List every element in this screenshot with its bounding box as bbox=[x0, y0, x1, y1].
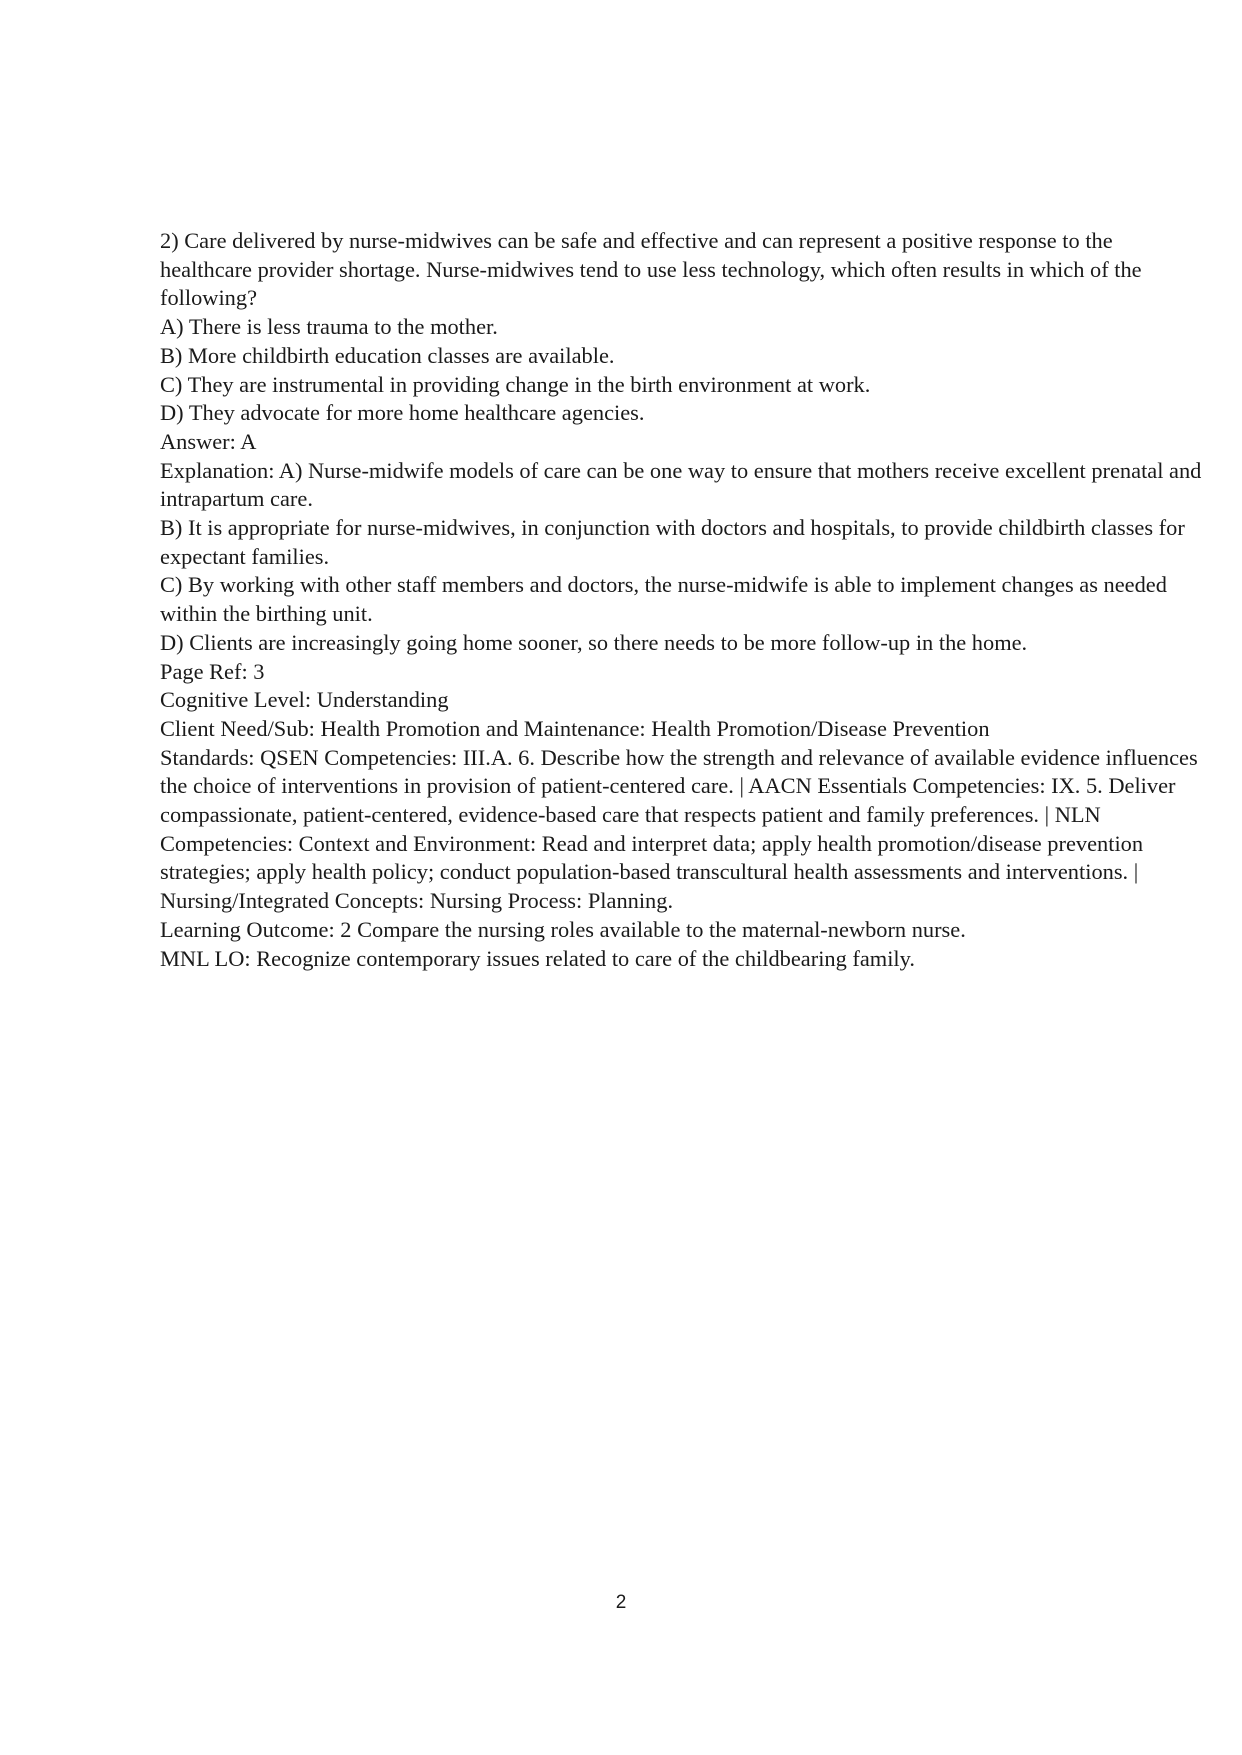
option-d: D) They advocate for more home healthcare agencies. bbox=[160, 400, 645, 426]
answer-line: Answer: A bbox=[160, 428, 257, 454]
option-b: B) More childbirth education classes are available. bbox=[160, 342, 615, 368]
option-a: A) There is less trauma to the mother. bbox=[160, 314, 498, 340]
question-stem: 2) Care delivered by nurse-midwives can be safe and effective and can represent a positive response to the healthcare provider shortage. Nurse-midwives tend to use less technology, which often results in which of the following? bbox=[160, 228, 1142, 311]
explanation-c: C) By working with other staff members and doctors, the nurse-midwife is able to implement changes as needed within the birthing unit. bbox=[160, 572, 1167, 627]
cognitive-level: Cognitive Level: Understanding bbox=[160, 687, 449, 713]
mnl-lo: MNL LO: Recognize contemporary issues related to care of the childbearing family. bbox=[160, 945, 915, 971]
learning-outcome: Learning Outcome: 2 Compare the nursing roles available to the maternal-newborn nurse. bbox=[160, 916, 966, 942]
page-number: 2 bbox=[615, 1592, 627, 1613]
explanation-d: D) Clients are increasingly going home sooner, so there needs to be more follow-up in the home. bbox=[160, 629, 1028, 655]
standards: Standards: QSEN Competencies: III.A. 6. Describe how the strength and relevance of available evidence influences the choice of interventions in provision of patient-centered care. | AACN Essentials Competencies: IX. 5. Deliver compassionate, patient-centered, evidence-based care that respects patient and family preferences. | NLN Competencies: Context and Environment: Read and interpret data; apply health promotion/disease prevention strategies; apply health policy; conduct population-based transcultural health assessments and interventions. | Nursing/Integrated Concepts: Nursing Process: Planning. bbox=[160, 744, 1198, 914]
page-ref: Page Ref: 3 bbox=[160, 658, 265, 684]
explanation-b: B) It is appropriate for nurse-midwives, in conjunction with doctors and hospitals, to provide childbirth classes for expectant families. bbox=[160, 515, 1185, 569]
explanation-a: Explanation: A) Nurse-midwife models of care can be one way to ensure that mothers receive excellent prenatal and intrapartum care. bbox=[160, 457, 1202, 512]
client-need: Client Need/Sub: Health Promotion and Maintenance: Health Promotion/Disease Prevention bbox=[160, 715, 990, 741]
question-block bbox=[160, 227, 1202, 973]
option-c: C) They are instrumental in providing change in the birth environment at work. bbox=[160, 371, 871, 397]
